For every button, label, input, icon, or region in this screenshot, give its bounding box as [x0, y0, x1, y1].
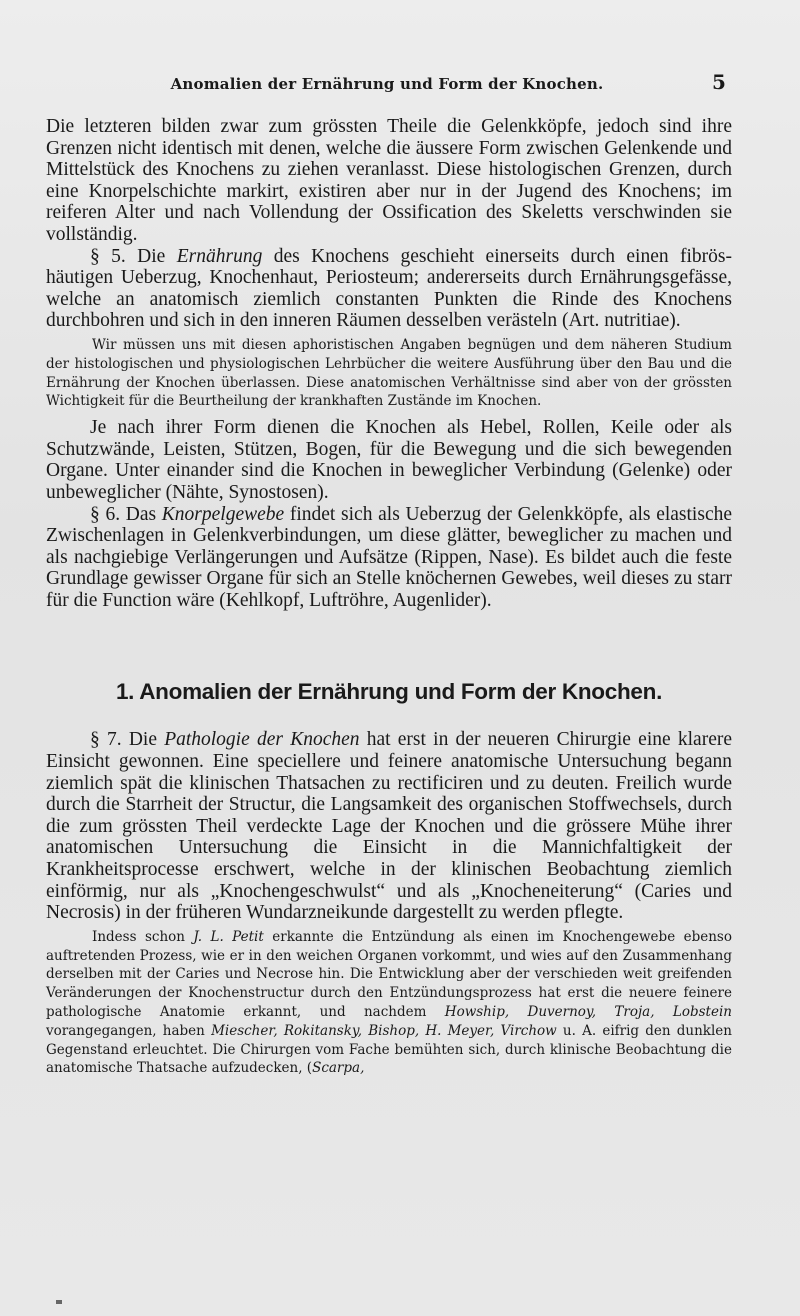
- names-second-group: Miescher, Rokitansky, Bishop, H. Meyer, Virchow: [211, 1022, 557, 1039]
- section-7-rest: hat erst in der neueren Chirurgie eine klarere Einsicht gewonnen. Eine speciellere und feinere anatomische Untersuchung begann ziemlich spät die klinischen Thatsachen zu rectificiren und zu deuten. Freilich wurde durch die Starrheit der Structur, die Langsamkeit des organischen Stoffwechsels, durch die zum grössten Theil verdeckte Lage der Knochen und die grössere Mühe ihrer anatomischen Untersuchung die Einsicht in die Mannichfaltigkeit der Krankheitsprocesse erschwert, welche in der klinischen Beobachtung ziemlich einförmig, nur als „Knochengeschwulst“ und als „Knocheneiterung“ (Caries und Necrosis) in der früheren Wundarzneikunde dargestellt zu werden pflegte.: [46, 729, 732, 924]
- section-heading: 1. Anomalien der Ernährung und Form der Knochen.: [115, 679, 663, 705]
- page-number: 5: [712, 70, 726, 94]
- section-7-lead: § 7. Die: [90, 729, 165, 751]
- small-note-1: Wir müssen uns mit diesen aphoristischen Angaben begnügen und dem näheren Studium der histologischen und physiologischen Lehrbücher die weitere Ausführung über den Bau und die Ernährung der Knochen überlassen. Diese anatomischen Verhältnisse sind aber von der grössten Wichtigkeit für die Beurtheilung der krankhaften Zustände im Knochen.: [46, 336, 732, 410]
- term-knorpelgewebe: Knorpelgewebe: [161, 503, 285, 525]
- name-petit: J. L. Petit: [193, 928, 264, 945]
- small-note-2: [46, 928, 732, 1078]
- term-ernaehrung: Ernährung: [176, 245, 263, 267]
- page-content: [46, 116, 732, 1084]
- section-5-lead: § 5. Die: [90, 245, 177, 267]
- section-6-lead: § 6. Das: [90, 503, 162, 525]
- print-speck: [56, 1300, 62, 1304]
- names-first-group: Howship, Duvernoy, Troja, Lobstein: [444, 1004, 732, 1020]
- section-6-rest: findet sich als Ueberzug der Gelenkköpfe, als elastische Zwischenlagen in Gelenkverbindungen, um diese glätter, beweglicher zu machen und als nachgiebige Verlängerungen und Aufsätze (Rippen, Nase). Es bildet auch die feste Grundlage gewisser Organe für sich an Stelle knöchernen Gewebes, weil dieses zu starr für die Function wäre (Kehlkopf, Luftröhre, Augenlider).: [46, 503, 732, 611]
- name-scarpa: Scarpa,: [312, 1060, 365, 1077]
- paragraph-section-6: [46, 504, 732, 612]
- paragraph-1: Die letzteren bilden zwar zum grössten Theile die Gelenkköpfe, jedoch sind ihre Grenzen nicht identisch mit denen, welche die äussere Form zwischen Gelenkende und Mittelstück des Knochens zu ziehen veranlasst. Diese histologischen Grenzen, durch eine Knorpelschichte markirt, existiren aber nur in der Jugend des Knochens; im reiferen Alter und nach Vollendung der Ossification des Skeletts verschwinden sie vollständig.: [46, 116, 732, 245]
- section-5-rest: des Knochens geschieht einerseits durch einen fibrös-häutigen Ueberzug, Knochenhaut, Periosteum; andererseits durch Ernährungsgefässe, welche an anatomisch ziemlich constanten Punkten die Rinde des Knochens durchbohren und sich in den inneren Räumen desselben verästeln (Art. nutritiae).: [46, 245, 732, 332]
- paragraph-section-7: [46, 729, 732, 923]
- running-header: Anomalien der Ernährung und Form der Knochen.: [170, 75, 604, 93]
- paragraph-form: Je nach ihrer Form dienen die Knochen als Hebel, Rollen, Keile oder als Schutzwände, Leisten, Stützen, Bogen, für die Bewegung und die sich bewegenden Organe. Unter einander sind die Knochen in beweglicher Verbindung (Gelenke) oder unbeweglicher (Nähte, Synostosen).: [46, 417, 732, 503]
- paragraph-section-5: [46, 246, 732, 332]
- note2-part-b: erkannte die Entzündung als einen im Knochengewebe ebenso auftretenden Prozess, wie er in den weichen Organen vorkommt, und wies auf den Zusammenhang derselben mit der Caries und Necrose hin. Die Entwicklung aber der verschieden weit greifenden Veränderungen der Knochenstructur durch den Entzündungsprozess hat erst die neuere feinere pathologische Anatomie erkannt, und nachdem: [46, 928, 732, 1020]
- note2-part-d: u. A. eifrig den dunklen Gegenstand erleuchtet. Die Chirurgen vom Fache bemühten sich, durch klinische Beobachtung die anatomische Thatsache aufzudecken, (: [46, 1022, 732, 1077]
- term-pathologie: Pathologie der Knochen: [164, 729, 360, 751]
- note2-lead: Indess schon: [92, 928, 194, 945]
- note2-part-c: vorangegangen, haben: [46, 1022, 212, 1039]
